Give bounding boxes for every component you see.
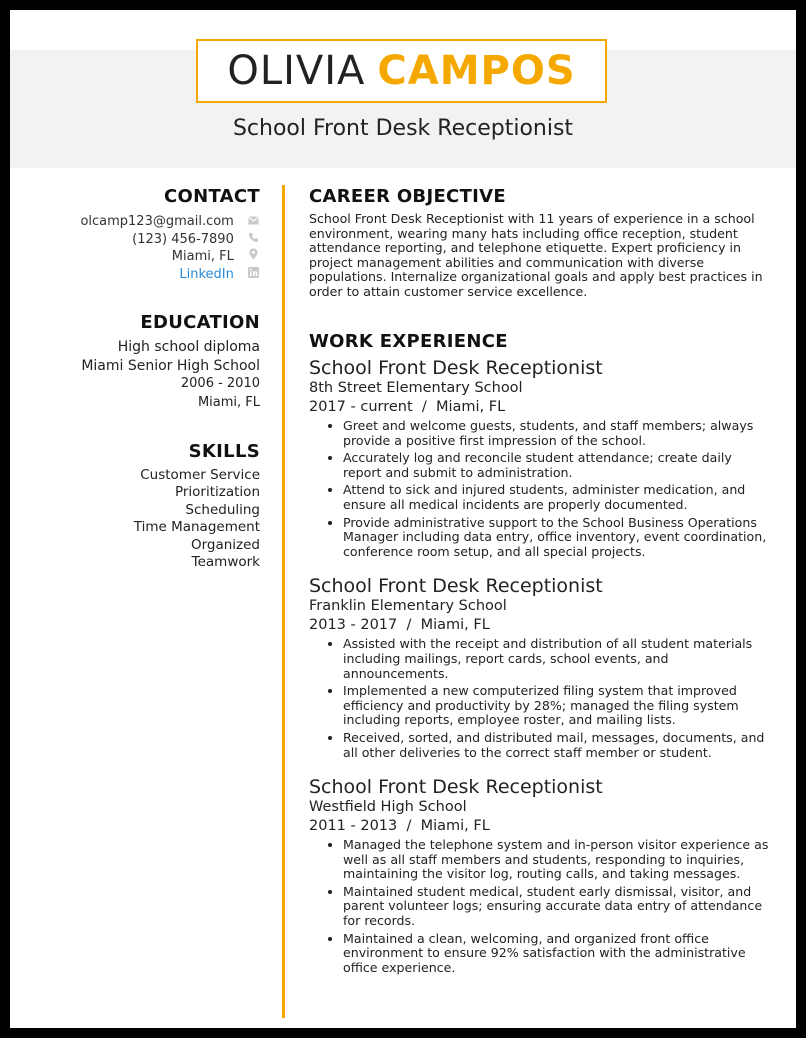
job-bullet: • Received, sorted, and distributed mail, messages, documents, and all other deliveries to the correct staff member or student. bbox=[343, 731, 771, 760]
objective-section bbox=[309, 186, 771, 300]
linkedin-link[interactable]: LinkedIn bbox=[179, 266, 234, 282]
contact-section bbox=[80, 186, 260, 283]
job-bullets bbox=[309, 637, 771, 760]
skills-section bbox=[134, 441, 260, 571]
job-dates: 2017 - current bbox=[309, 399, 413, 415]
last-name: CAMPOS bbox=[377, 48, 576, 94]
job-role: School Front Desk Receptionist bbox=[309, 776, 603, 799]
job-entry bbox=[309, 357, 771, 559]
job-location: Miami, FL bbox=[420, 818, 490, 835]
education-section bbox=[81, 312, 260, 412]
education-degree: High school diploma bbox=[117, 339, 260, 355]
experience-section bbox=[309, 331, 771, 978]
job-location: Miami, FL bbox=[420, 617, 490, 634]
job-bullet: • Maintained student medical, student early dismissal, visitor, and parent volunteer logs; ensuring accurate data entry of attendance for records. bbox=[343, 885, 771, 929]
education-heading: EDUCATION bbox=[140, 312, 260, 333]
skill-item: Teamwork bbox=[191, 554, 260, 571]
job-bullet: • Accurately log and reconcile student attendance; create daily report and submit to administration. bbox=[343, 451, 771, 480]
experience-heading: WORK EXPERIENCE bbox=[309, 331, 508, 352]
job-dates: 2013 - 2017 bbox=[309, 617, 398, 634]
skill-item: Customer Service bbox=[140, 467, 260, 483]
name-box bbox=[196, 39, 607, 103]
education-school: Miami Senior High School bbox=[81, 357, 260, 374]
skill-item: Scheduling bbox=[185, 501, 260, 518]
contact-phone[interactable]: (123) 456-7890 bbox=[132, 231, 234, 247]
contact-phone-row bbox=[80, 231, 260, 249]
job-org: 8th Street Elementary School bbox=[309, 380, 523, 396]
job-bullet: • Greet and welcome guests, students, and staff members; always provide a positive first impression of the school. bbox=[343, 419, 771, 448]
skill-item: Organized bbox=[190, 536, 260, 553]
map-pin-icon bbox=[246, 248, 260, 266]
job-meta-separator: / bbox=[401, 617, 416, 634]
job-bullets bbox=[309, 838, 771, 975]
resume-page bbox=[10, 10, 796, 1028]
job-entry bbox=[309, 575, 771, 760]
job-entry bbox=[309, 776, 771, 975]
objective-text: School Front Desk Receptionist with 11 years of experience in a school environment, wearing many hats including office reception, student attendance reporting, and telephone etiquette. Expert proficiency in project management abilities and communication with diverse populations. Internalize organizational goals and apply best practices in order to attain customer service excellence. bbox=[309, 211, 763, 299]
job-bullet: • Managed the telephone system and in-person visitor experience as well as all staff members and students, responding to inquiries, maintaining the visitor log, routing calls, and taking messages. bbox=[343, 838, 771, 882]
first-name: OLIVIA bbox=[227, 48, 366, 94]
job-meta-separator: / bbox=[401, 818, 416, 835]
contact-location-row bbox=[80, 248, 260, 266]
skill-item: Time Management bbox=[133, 519, 260, 536]
job-title: School Front Desk Receptionist bbox=[232, 116, 574, 141]
education-location: Miami, FL bbox=[197, 394, 260, 410]
envelope-icon bbox=[246, 213, 260, 231]
job-meta bbox=[309, 398, 771, 417]
job-meta bbox=[309, 817, 771, 836]
education-years: 2006 - 2010 bbox=[180, 376, 260, 391]
job-org: Franklin Elementary School bbox=[309, 598, 507, 615]
job-meta bbox=[309, 616, 771, 635]
job-bullet: • Maintained a clean, welcoming, and organized front office environment to ensure 92% satisfaction with the administrative office experience. bbox=[343, 932, 771, 976]
job-dates: 2011 - 2013 bbox=[309, 818, 398, 835]
contact-linkedin-row bbox=[80, 266, 260, 284]
job-org: Westfield High School bbox=[309, 799, 467, 816]
phone-icon bbox=[246, 231, 260, 249]
job-role: School Front Desk Receptionist bbox=[309, 575, 603, 598]
job-role: School Front Desk Receptionist bbox=[309, 357, 603, 379]
job-location: Miami, FL bbox=[436, 399, 506, 415]
job-bullets bbox=[309, 419, 771, 559]
linkedin-icon bbox=[246, 266, 260, 284]
contact-email[interactable]: olcamp123@gmail.com bbox=[80, 214, 234, 229]
objective-heading: CAREER OBJECTIVE bbox=[309, 186, 506, 207]
job-bullet: • Attend to sick and injured students, administer medication, and ensure all medical incidents are properly documented. bbox=[343, 483, 771, 512]
contact-heading: CONTACT bbox=[164, 186, 260, 207]
job-meta-separator: / bbox=[417, 399, 432, 415]
job-bullet: • Provide administrative support to the School Business Operations Manager including data entry, office inventory, event coordination, conference room setup, and all special projects. bbox=[343, 516, 771, 560]
skill-item: Prioritization bbox=[174, 484, 260, 501]
contact-email-row bbox=[80, 213, 260, 231]
job-bullet: • Implemented a new computerized filing system that improved efficiency and productivity by 28%; managed the filing system including reports, employee roster, and mailing lists. bbox=[343, 684, 771, 728]
column-divider bbox=[282, 185, 285, 1018]
job-bullet: • Assisted with the receipt and distribution of all student materials including mailings, report cards, school events, and announcements. bbox=[343, 637, 771, 681]
skills-heading: SKILLS bbox=[188, 441, 260, 462]
contact-location: Miami, FL bbox=[171, 249, 234, 264]
